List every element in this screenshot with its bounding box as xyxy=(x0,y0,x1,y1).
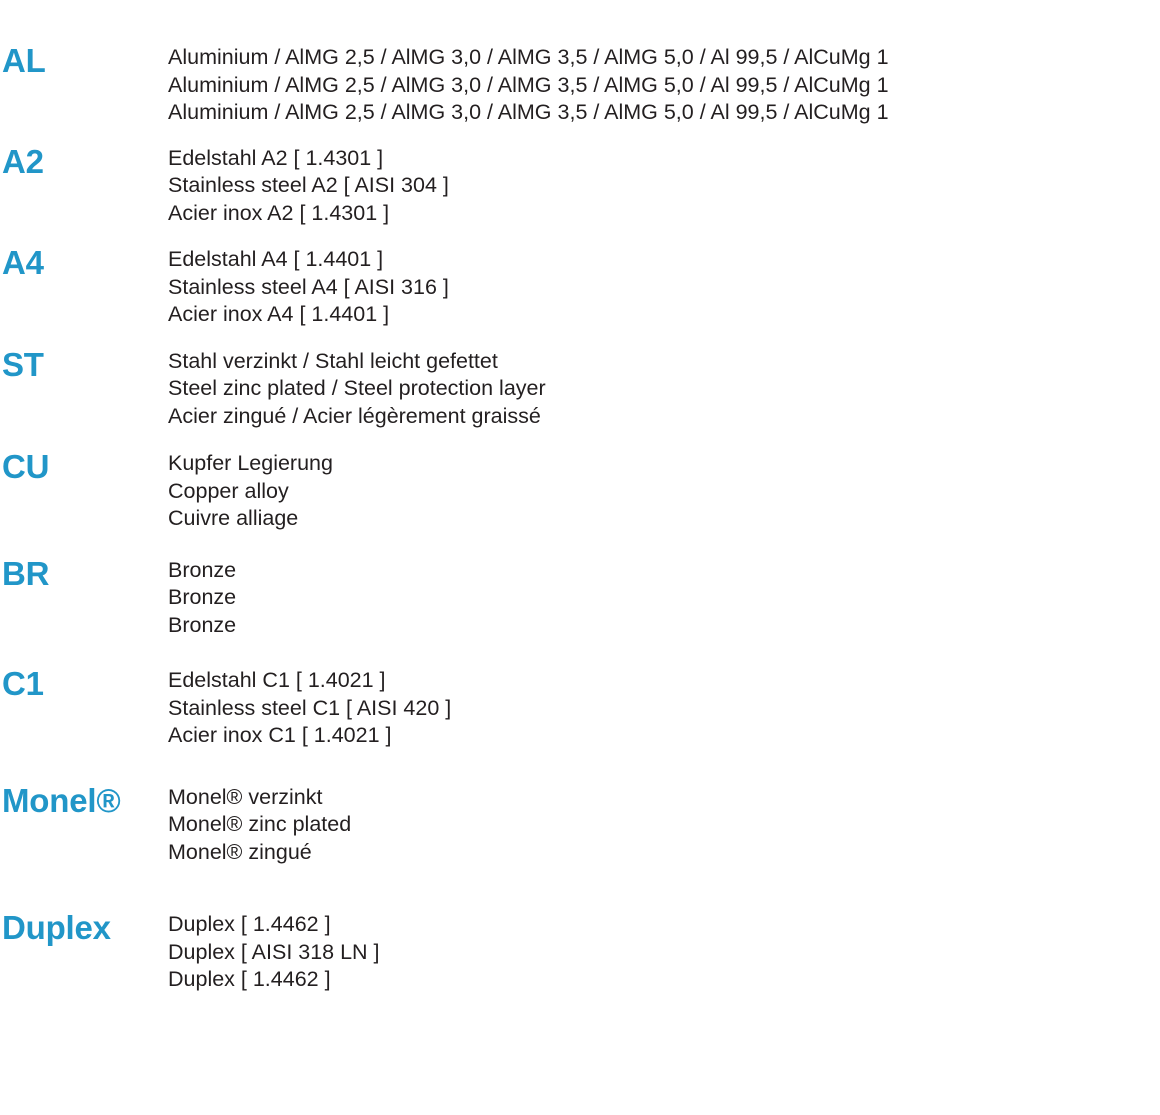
description-line-en: Stainless steel A2 [ AISI 304 ] xyxy=(168,173,449,197)
description-line-de: Duplex [ 1.4462 ] xyxy=(168,912,331,936)
material-code-cell xyxy=(0,554,168,592)
material-code: C1 xyxy=(2,665,44,702)
table-row xyxy=(0,781,1160,867)
material-description-cell xyxy=(168,44,1160,127)
material-code: ST xyxy=(2,345,44,383)
material-code: A4 xyxy=(2,244,44,281)
description-line-fr: Monel® zingué xyxy=(168,839,312,864)
material-description-cell xyxy=(168,911,1160,994)
material-description-cell xyxy=(168,145,1160,228)
table-row xyxy=(0,44,1160,127)
material-description-cell xyxy=(168,784,1160,867)
table-row xyxy=(0,345,1160,431)
material-code-cell xyxy=(0,44,168,79)
material-description-cell xyxy=(168,450,1160,533)
material-code-cell xyxy=(0,781,168,819)
description-line-en: Copper alloy xyxy=(168,478,289,503)
description-line-fr: Bronze xyxy=(168,612,237,637)
description-line-de: Monel® verzinkt xyxy=(168,784,323,809)
material-code: CU xyxy=(2,448,50,485)
material-code: BR xyxy=(2,554,50,592)
table-row xyxy=(0,246,1160,329)
material-description-cell xyxy=(168,246,1160,329)
description-line-de: Aluminium / AlMG 2,5 / AlMG 3,0 / AlMG 3,5 / AlMG 5,0 / Al 99,5 / AlCuMg 1 xyxy=(168,45,889,69)
description-line-en: Monel® zinc plated xyxy=(168,812,352,836)
description-line-de: Edelstahl C1 [ 1.4021 ] xyxy=(168,668,386,692)
description-line-en: Bronze xyxy=(168,585,237,609)
material-code: A2 xyxy=(2,142,44,180)
description-line-de: Stahl verzinkt / Stahl leicht gefettet xyxy=(168,348,498,373)
description-line-fr: Duplex [ 1.4462 ] xyxy=(168,967,331,991)
material-code-cell xyxy=(0,345,168,383)
material-code-cell xyxy=(0,246,168,281)
description-line-en: Steel zinc plated / Steel protection layer xyxy=(168,376,546,400)
description-line-fr: Acier inox C1 [ 1.4021 ] xyxy=(168,723,392,747)
material-code: Duplex xyxy=(2,909,111,946)
table-row xyxy=(0,911,1160,994)
material-code-cell xyxy=(0,142,168,180)
table-row xyxy=(0,450,1160,533)
description-line-en: Stainless steel C1 [ AISI 420 ] xyxy=(168,695,452,720)
description-line-fr: Acier zingué / Acier légèrement graissé xyxy=(168,403,541,428)
description-line-fr: Acier inox A4 [ 1.4401 ] xyxy=(168,302,390,326)
description-line-en: Stainless steel A4 [ AISI 316 ] xyxy=(168,274,449,299)
table-row xyxy=(0,667,1160,750)
table-row xyxy=(0,554,1160,640)
material-description-cell xyxy=(168,667,1160,750)
material-code: Monel® xyxy=(2,781,121,819)
material-description-cell xyxy=(168,557,1160,640)
material-description-cell xyxy=(168,348,1160,431)
description-line-de: Edelstahl A4 [ 1.4401 ] xyxy=(168,247,384,271)
description-line-fr: Aluminium / AlMG 2,5 / AlMG 3,0 / AlMG 3,5 / AlMG 5,0 / Al 99,5 / AlCuMg 1 xyxy=(168,100,889,124)
description-line-de: Kupfer Legierung xyxy=(168,451,333,475)
description-line-fr: Acier inox A2 [ 1.4301 ] xyxy=(168,200,390,225)
material-code-cell xyxy=(0,450,168,485)
description-line-de: Bronze xyxy=(168,557,237,582)
description-line-de: Edelstahl A2 [ 1.4301 ] xyxy=(168,145,384,170)
description-line-en: Duplex [ AISI 318 LN ] xyxy=(168,939,380,964)
material-code: AL xyxy=(2,42,46,79)
table-row xyxy=(0,142,1160,228)
description-line-en: Aluminium / AlMG 2,5 / AlMG 3,0 / AlMG 3,5 / AlMG 5,0 / Al 99,5 / AlCuMg 1 xyxy=(168,72,889,97)
material-code-cell xyxy=(0,911,168,946)
material-code-cell xyxy=(0,667,168,702)
description-line-fr: Cuivre alliage xyxy=(168,506,299,530)
material-legend-sheet xyxy=(0,44,1160,1115)
